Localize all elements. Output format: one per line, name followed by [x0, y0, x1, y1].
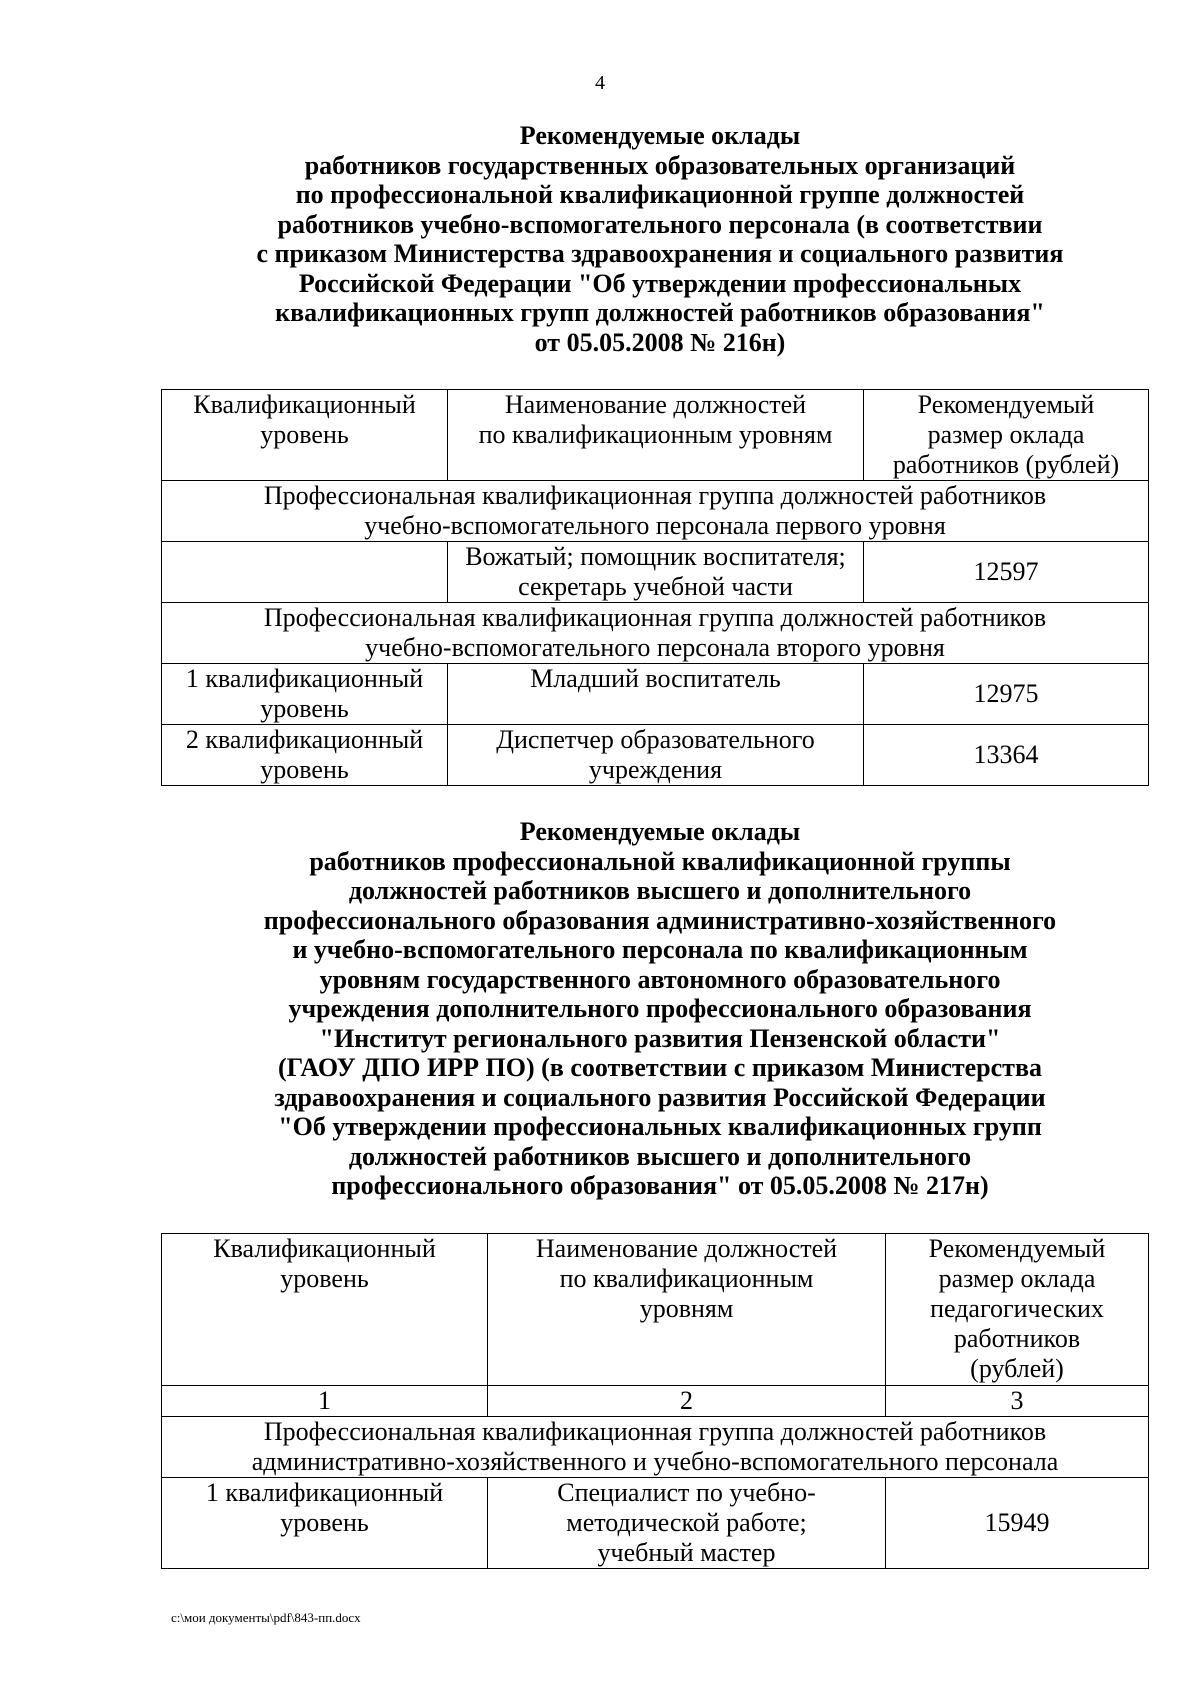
title-line: работников профессиональной квалификационной группы [309, 846, 1011, 876]
level-cell [162, 542, 448, 603]
salary-table-1 [161, 389, 1149, 786]
level-cell: 1 квалификационный уровень [162, 664, 448, 725]
group-row [162, 603, 1149, 664]
title-line: Российской Федерации "Об утверждении профессиональных [298, 268, 1022, 298]
group-row [162, 481, 1149, 542]
table-row [162, 542, 1149, 603]
salary-cell: 12975 [864, 664, 1149, 725]
header-level: Квалификационный уровень [162, 390, 448, 481]
header-positions: Наименование должностей по квалификационным уровням [448, 390, 864, 481]
column-number: 2 [488, 1386, 886, 1417]
table-header-row [162, 1234, 1149, 1386]
title-line: "Об утверждении профессиональных квалификационных групп [278, 1112, 1042, 1141]
file-path-footer: c:\мои документы\pdf\843-пп.docx [171, 1610, 361, 1625]
table-row [162, 1478, 1149, 1569]
header-salary: Рекомендуемый размер оклада педагогических работников (рублей) [886, 1234, 1149, 1386]
section2-title [160, 817, 1160, 1201]
title-line: Рекомендуемые оклады [519, 817, 801, 846]
page-number: 4 [595, 72, 605, 94]
table-row [162, 664, 1149, 725]
salary-table-2 [161, 1233, 1149, 1569]
header-salary: Рекомендуемый размер оклада работников (рублей) [864, 390, 1149, 481]
column-number: 1 [162, 1386, 488, 1417]
section1-title [160, 121, 1160, 357]
header-level: Квалификационный уровень [162, 1234, 488, 1386]
title-line: квалификационных групп должностей работников образования" [275, 298, 1045, 327]
salary-cell: 12597 [864, 542, 1149, 603]
title-line: по профессиональной квалификационной группе должностей [295, 180, 1025, 209]
positions-cell: Младший воспитатель [448, 664, 864, 725]
title-line: работников учебно-вспомогательного персонала (в соответствии [277, 209, 1043, 239]
title-line: "Институт регионального развития Пензенской области" [319, 1023, 1001, 1053]
column-number: 3 [886, 1386, 1149, 1417]
salary-cell: 13364 [864, 725, 1149, 786]
group-row [162, 1417, 1149, 1478]
positions-cell: Специалист по учебно- методической работе; учебный мастер [488, 1478, 886, 1569]
positions-cell: Диспетчер образовательного учреждения [448, 725, 864, 786]
header-positions: Наименование должностей по квалификационным уровням [488, 1234, 886, 1386]
table-header-row [162, 390, 1149, 481]
group-heading: Профессиональная квалификационная группа должностей работников учебно-вспомогательного персонала второго уровня [162, 603, 1149, 664]
title-line: профессионального образования" от 05.05.2008 № 217н) [331, 1171, 989, 1200]
column-number-row [162, 1386, 1149, 1417]
title-line: (ГАОУ ДПО ИРР ПО) (в соответствии с приказом Министерства [278, 1053, 1042, 1082]
positions-cell: Вожатый; помощник воспитателя; секретарь учебной части [448, 542, 864, 603]
group-heading: Профессиональная квалификационная группа должностей работников административно-хозяйственного и учебно-вспомогательного персонала [162, 1417, 1149, 1478]
title-line: от 05.05.2008 № 216н) [534, 327, 786, 357]
title-line: здравоохранения и социального развития Российской Федерации [274, 1082, 1046, 1112]
title-line: профессионального образования административно-хозяйственного [263, 905, 1057, 935]
title-line: учреждения дополнительного профессионального образования [288, 994, 1032, 1023]
title-line: Рекомендуемые оклады [519, 121, 801, 150]
title-line: должностей работников высшего и дополнительного [348, 1141, 972, 1171]
title-line: с приказом Министерства здравоохранения и социального развития [256, 239, 1064, 268]
title-line: должностей работников высшего и дополнительного [348, 876, 972, 905]
title-line: уровням государственного автономного образовательного [319, 964, 1001, 994]
salary-cell: 15949 [886, 1478, 1149, 1569]
group-heading: Профессиональная квалификационная группа должностей работников учебно-вспомогательного персонала первого уровня [162, 481, 1149, 542]
level-cell: 2 квалификационный уровень [162, 725, 448, 786]
title-line: работников государственных образовательных организаций [304, 150, 1016, 180]
table-row [162, 725, 1149, 786]
title-line: и учебно-вспомогательного персонала по квалификационным [292, 935, 1028, 964]
level-cell: 1 квалификационный уровень [162, 1478, 488, 1569]
